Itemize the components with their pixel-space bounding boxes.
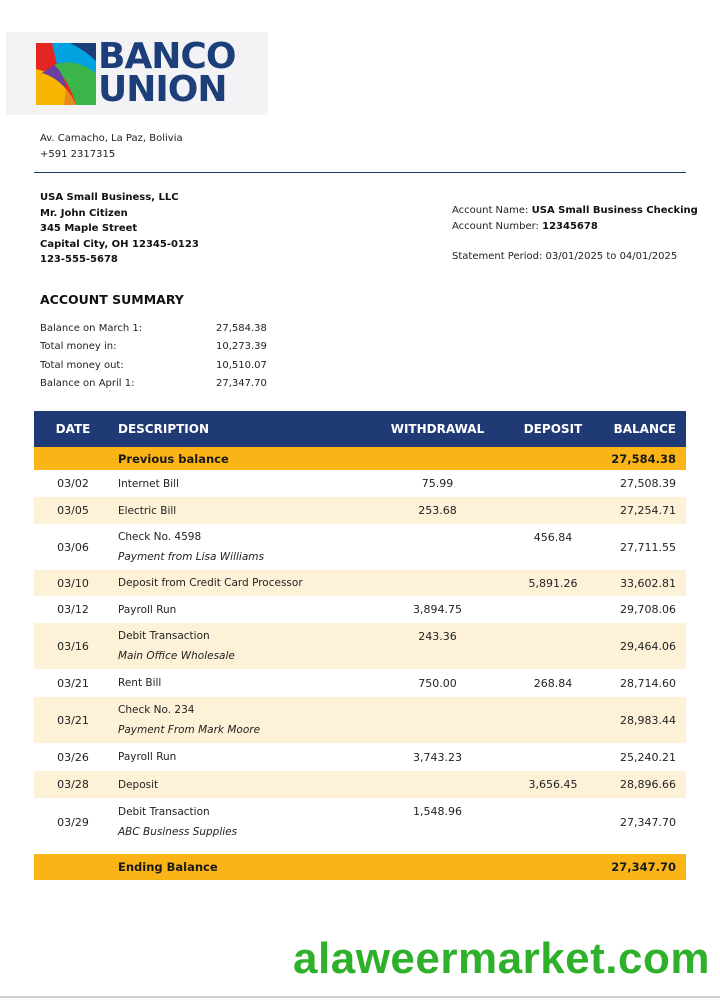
row-deposit: 456.84 [533,531,573,544]
account-name-label: Account Name: [452,205,529,216]
row-description-main: Debit Transaction [118,630,210,642]
statement-period: Statement Period: 03/01/2025 to 04/01/2025 [452,251,678,262]
account-name-line [452,203,698,219]
summary-label: Total money out: [40,359,124,371]
summary-label: Balance on April 1: [40,377,135,389]
row-withdrawal: 75.99 [421,477,454,490]
summary-value: 10,510.07 [216,359,267,371]
page-bottom-border [0,996,720,998]
row-date: 03/26 [57,750,89,764]
row-balance: 25,240.21 [620,750,676,764]
table-row [34,669,686,697]
row-description [112,630,364,662]
account-summary [40,320,267,393]
row-date: 03/10 [57,576,89,590]
table-header [34,411,686,447]
row-description-sub: Main Office Wholesale [118,650,235,662]
row-deposit: 268.84 [533,676,573,690]
summary-row [40,357,267,375]
customer-address-block [40,190,199,268]
summary-value: 27,347.70 [216,377,267,389]
account-number-value: 12345678 [542,220,598,232]
row-description [112,704,364,736]
table-row [34,570,686,596]
header-divider [34,172,686,173]
customer-street: 345 Maple Street [40,223,138,234]
row-date: 03/06 [57,540,89,554]
header-date: DATE [55,422,91,436]
table-row [34,470,686,497]
row-balance: 28,983.44 [620,713,676,727]
row-description: Deposit [118,778,159,791]
header-deposit: DEPOSIT [523,422,583,436]
bank-name-line2: UNION [98,69,227,110]
ending-balance-value: 27,347.70 [611,860,676,874]
row-deposit [511,623,595,630]
header-withdrawal: WITHDRAWAL [390,422,485,436]
table-row [34,524,686,570]
customer-phone: 123-555-5678 [40,254,118,265]
row-description-main: Check No. 234 [118,704,195,716]
row-deposit: 5,891.26 [528,576,578,590]
row-deposit: 3,656.45 [528,778,578,791]
table-row [34,697,686,743]
table-row [34,771,686,798]
row-description: Rent Bill [118,677,162,689]
row-balance: 27,711.55 [620,540,676,554]
row-date: 03/05 [57,504,89,517]
row-description-main: Check No. 4598 [118,531,202,543]
bank-logo-icon [36,43,96,105]
row-date: 03/12 [57,603,89,616]
row-description: Payroll Run [118,751,177,763]
row-date: 03/28 [57,778,89,791]
account-number-line [452,219,698,235]
row-withdrawal: 243.36 [418,630,457,643]
summary-value: 27,584.38 [216,323,267,334]
row-date: 03/21 [57,676,89,690]
row-date: 03/21 [57,713,89,727]
row-withdrawal: 1,548.96 [413,805,462,818]
row-balance: 27,254.71 [620,504,676,517]
summary-label: Total money in: [40,341,117,353]
row-description: Internet Bill [118,477,179,490]
row-description [112,531,364,563]
summary-value: 10,273.39 [216,341,267,353]
table-row [34,596,686,623]
row-description: Electric Bill [118,504,177,517]
bank-address: Av. Camacho, La Paz, Bolivia [40,133,183,144]
previous-balance-label: Previous balance [118,451,229,466]
account-info-block [452,203,698,265]
row-description [112,806,364,838]
row-withdrawal: 253.68 [418,504,457,517]
row-balance: 33,602.81 [620,576,676,590]
row-withdrawal: 750.00 [418,676,457,690]
row-description-sub: ABC Business Supplies [118,826,238,838]
row-description: Deposit from Credit Card Processor [118,577,303,589]
row-date: 03/29 [57,815,89,829]
ending-balance-label: Ending Balance [118,860,218,874]
row-date: 03/02 [57,477,89,490]
row-deposit [511,798,595,805]
transactions-table [34,411,686,880]
header-description: DESCRIPTION [118,422,210,436]
summary-row [40,338,267,356]
summary-row [40,320,267,338]
row-balance: 27,508.39 [620,477,676,490]
bank-name-line1: BANCO [98,36,236,77]
ending-balance-row [34,854,686,880]
previous-balance-row [34,447,686,470]
row-description: Payroll Run [118,603,177,616]
customer-company: USA Small Business, LLC [40,192,179,203]
table-row [34,623,686,669]
row-balance: 29,708.06 [620,603,676,616]
account-summary-title: ACCOUNT SUMMARY [40,292,184,307]
bank-phone: +591 2317315 [40,148,116,160]
table-row [34,743,686,771]
table-row [34,798,686,846]
summary-label: Balance on March 1: [40,323,143,334]
row-balance: 28,714.60 [620,676,676,690]
row-withdrawal: 3,743.23 [413,750,462,764]
summary-row [40,375,267,393]
account-name-value: USA Small Business Checking [531,205,698,216]
row-description-sub: Payment From Mark Moore [118,724,261,736]
row-balance: 28,896.66 [620,778,676,791]
table-row [34,497,686,524]
customer-city: Capital City, OH 12345-0123 [40,238,199,250]
customer-contact: Mr. John Citizen [40,207,128,219]
watermark: alaweermarket.com [293,934,710,983]
row-balance: 27,347.70 [620,815,676,829]
bank-logo [6,32,268,115]
row-withdrawal [364,524,511,531]
row-description-sub: Payment from Lisa Williams [118,551,264,563]
row-balance: 29,464.06 [620,639,676,653]
row-withdrawal: 3,894.75 [413,603,462,616]
header-balance: BALANCE [613,422,676,436]
previous-balance-value: 27,584.38 [611,451,676,466]
row-description-main: Debit Transaction [118,806,210,818]
row-date: 03/16 [57,639,89,653]
account-number-label: Account Number: [452,220,539,232]
bank-address-block [40,131,183,162]
